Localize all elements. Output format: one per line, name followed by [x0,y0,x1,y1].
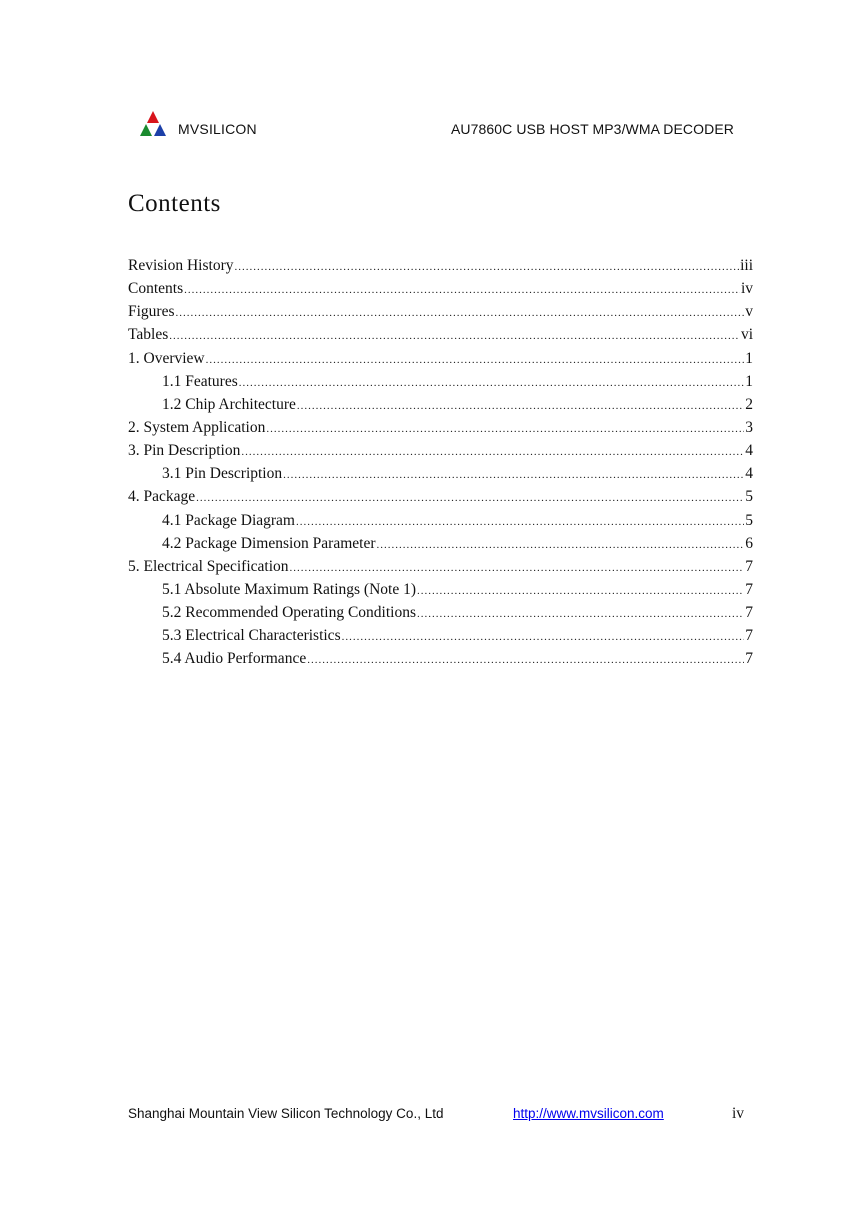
toc-entry-title: 3. Pin Description [128,442,241,460]
toc-entry-title: 4.2 Package Dimension Parameter [162,534,376,552]
toc-entry[interactable] [128,627,753,650]
toc-entry-title: 2. System Application [128,418,266,436]
toc-entry-title: 5.1 Absolute Maximum Ratings (Note 1) [162,580,417,598]
toc-entry[interactable] [128,350,753,373]
toc-dot-leader [184,284,740,296]
toc-dot-leader [417,585,744,597]
toc-entry[interactable] [128,581,753,604]
toc-entry-page: v [745,303,753,321]
toc-entry-page: 3 [745,418,753,436]
toc-entry[interactable] [128,512,753,535]
toc-entry[interactable] [128,558,753,581]
toc-entry[interactable] [128,373,753,396]
toc-dot-leader [266,423,744,435]
toc-entry-title: Revision History [128,257,234,274]
toc-dot-leader [290,562,745,574]
toc-dot-leader [176,307,745,319]
toc-entry-page: 2 [745,395,753,413]
toc-dot-leader [283,469,744,481]
toc-dot-leader [342,631,745,643]
toc-entry[interactable] [128,303,753,326]
toc-entry-page: 6 [745,534,753,552]
toc-entry-title: 4.1 Package Diagram [162,511,295,529]
toc-entry-page: 7 [745,604,753,622]
toc-entry-title: Figures [128,303,175,321]
page-title: Contents [128,190,221,217]
toc-entry-page: 7 [745,650,753,668]
toc-entry-title: Tables [128,326,169,344]
toc-dot-leader [241,446,744,458]
toc-entry[interactable] [128,396,753,419]
toc-entry-title: 5.3 Electrical Characteristics [162,627,341,645]
toc-entry[interactable] [128,604,753,627]
mvsilicon-logo-icon [138,110,168,138]
toc-entry-title: 1.2 Chip Architecture [162,395,296,413]
toc-entry-title: 5.4 Audio Performance [162,650,307,668]
toc-entry[interactable] [128,535,753,558]
toc-dot-leader [417,608,744,620]
toc-entry-title: 1. Overview [128,349,205,367]
toc-dot-leader [206,354,745,366]
toc-entry-page: 7 [745,557,753,575]
toc-entry-title: 1.1 Features [162,372,238,390]
toc-entry[interactable] [128,326,753,349]
toc-entry-page: 5 [745,511,753,529]
toc-entry-page: 4 [745,442,753,460]
toc-entry-title: Contents [128,280,184,298]
toc-dot-leader [169,330,740,342]
toc-entry-page: 1 [745,349,753,367]
toc-entry-title: 4. Package [128,488,196,506]
toc-entry[interactable] [128,650,753,673]
toc-entry-title: 5.2 Recommended Operating Conditions [162,604,416,622]
toc-entry-page: 5 [745,488,753,506]
toc-entry-page: 1 [745,372,753,390]
toc-dot-leader [239,377,744,389]
toc-entry[interactable] [128,442,753,465]
toc-dot-leader [307,654,744,666]
toc-entry[interactable] [128,280,753,303]
footer-page-number: iv [731,1105,744,1122]
toc-entry[interactable] [128,257,753,280]
toc-entry-page: 7 [745,627,753,645]
toc-dot-leader [296,516,744,528]
toc-entry-page: iv [740,280,753,298]
table-of-contents [128,257,753,674]
header-product-name: AU7860C USB HOST MP3/WMA DECODER [450,121,734,137]
toc-dot-leader [297,400,744,412]
header-company-name: MVSILICON [178,121,257,137]
toc-entry[interactable] [128,419,753,442]
toc-entry-page: iii [740,257,753,274]
toc-dot-leader [196,492,744,504]
toc-entry-page: 4 [745,465,753,483]
footer-website-link[interactable]: http://www.mvsilicon.com [513,1106,664,1121]
toc-entry-page: vi [740,326,753,344]
toc-dot-leader [235,261,740,273]
toc-entry[interactable] [128,488,753,511]
toc-entry-title: 3.1 Pin Description [162,465,283,483]
toc-entry-page: 7 [745,580,753,598]
toc-dot-leader [377,539,745,551]
footer-company-name: Shanghai Mountain View Silicon Technology Co., Ltd [128,1106,444,1121]
page-header [138,110,734,140]
page-footer [128,1106,744,1126]
toc-entry[interactable] [128,465,753,488]
toc-entry-title: 5. Electrical Specification [128,557,289,575]
